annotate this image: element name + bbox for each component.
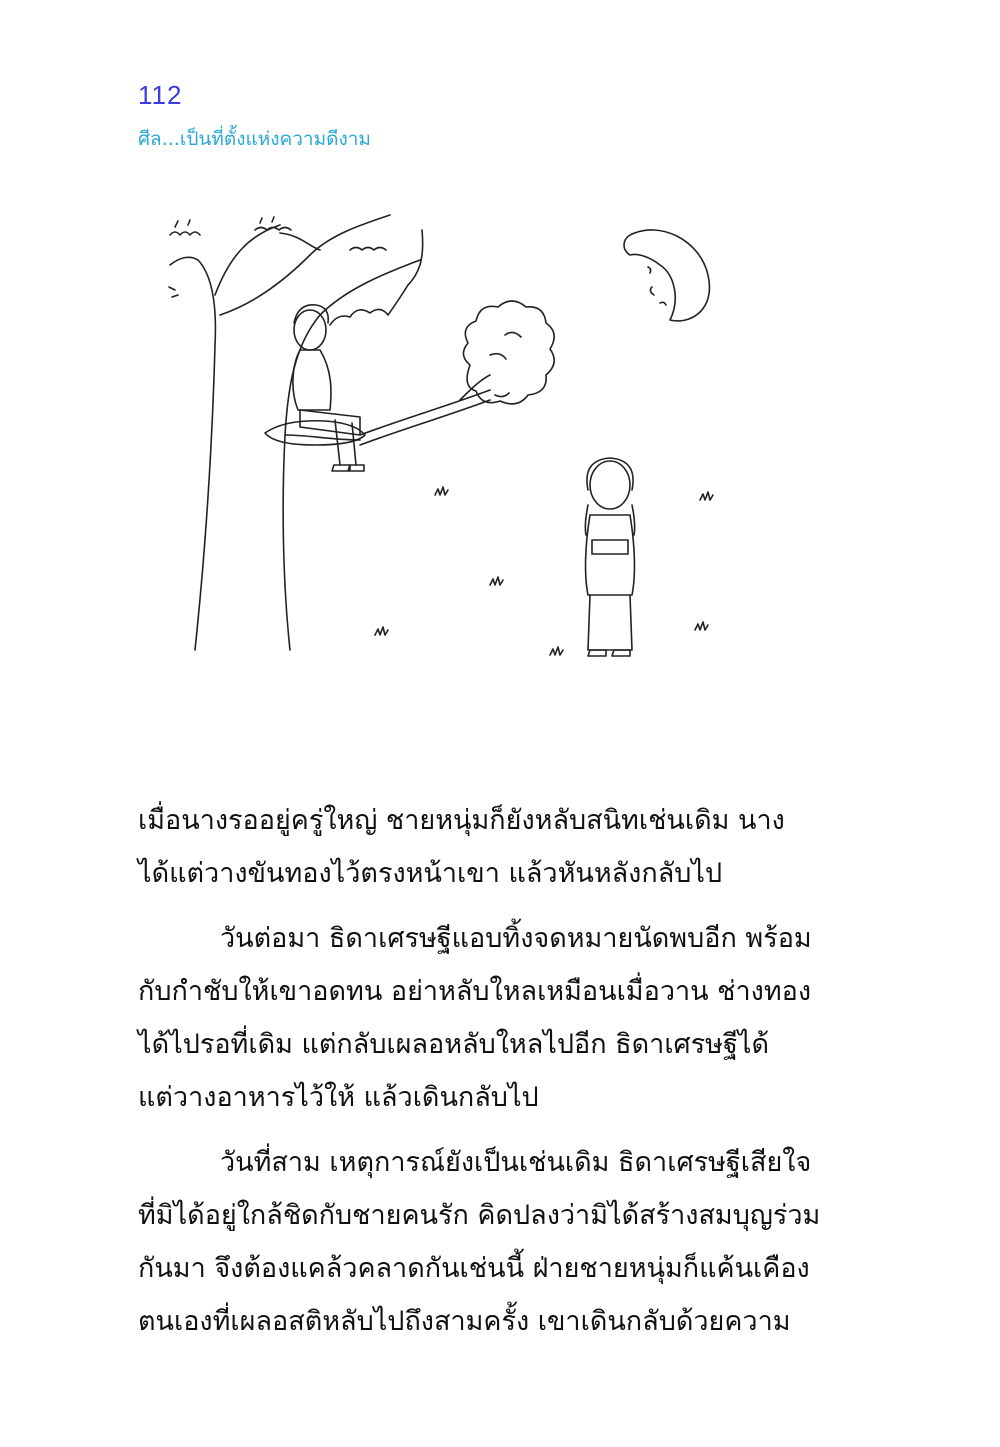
page-number: 112 xyxy=(138,80,183,110)
text-line: แต่วางอาหารไว้ให้ แล้วเดินกลับไป xyxy=(138,1082,539,1113)
text-line: ได้แต่วางขันทองไว้ตรงหน้าเขา แล้วหันหลังกลับไป xyxy=(138,858,723,889)
tree-canopy xyxy=(169,217,423,325)
boy-on-tree xyxy=(265,305,365,471)
girl-with-tray xyxy=(585,458,634,656)
running-title: ศีล...เป็นที่ตั้งแห่งความดีงาม xyxy=(138,128,371,150)
text-line: เมื่อนางรออยู่ครู่ใหญ่ ชายหนุ่มก็ยังหลับสนิทเช่นเดิม นาง xyxy=(138,805,785,836)
text-line: ตนเองที่เผลอสติหลับไปถึงสามครั้ง เขาเดินกลับด้วยความ xyxy=(138,1306,791,1337)
tree-boy-girl-moon-illustration xyxy=(160,195,740,685)
paragraph-3 xyxy=(138,1136,821,1348)
tree-trunk xyxy=(170,215,420,650)
paragraph-1 xyxy=(138,794,806,900)
grass-tufts xyxy=(375,487,713,655)
moon-icon xyxy=(624,230,709,321)
text-line: ได้ไปรอที่เดิม แต่กลับเผลอหลับใหลไปอีก ธิดาเศรษฐีได้ xyxy=(138,1029,769,1060)
text-line: กับกำชับให้เขาอดทน อย่าหลับใหลเหมือนเมื่อวาน ช่างทอง xyxy=(138,976,812,1007)
tree-branch xyxy=(360,301,554,445)
text-line: วันต่อมา ธิดาเศรษฐีแอบทิ้งจดหมายนัดพบอีก พร้อม xyxy=(220,923,812,954)
paragraph-2 xyxy=(138,912,812,1124)
body-text xyxy=(138,794,821,1360)
text-line: กันมา จึงต้องแคล้วคลาดกันเช่นนี้ ฝ่ายชายหนุ่มก็แค้นเคือง xyxy=(138,1253,810,1284)
text-line: ที่มิได้อยู่ใกล้ชิดกับชายคนรัก คิดปลงว่ามิได้สร้างสมบุญร่วม xyxy=(138,1200,821,1231)
text-line: วันที่สาม เหตุการณ์ยังเป็นเช่นเดิม ธิดาเศรษฐีเสียใจ xyxy=(220,1147,812,1178)
